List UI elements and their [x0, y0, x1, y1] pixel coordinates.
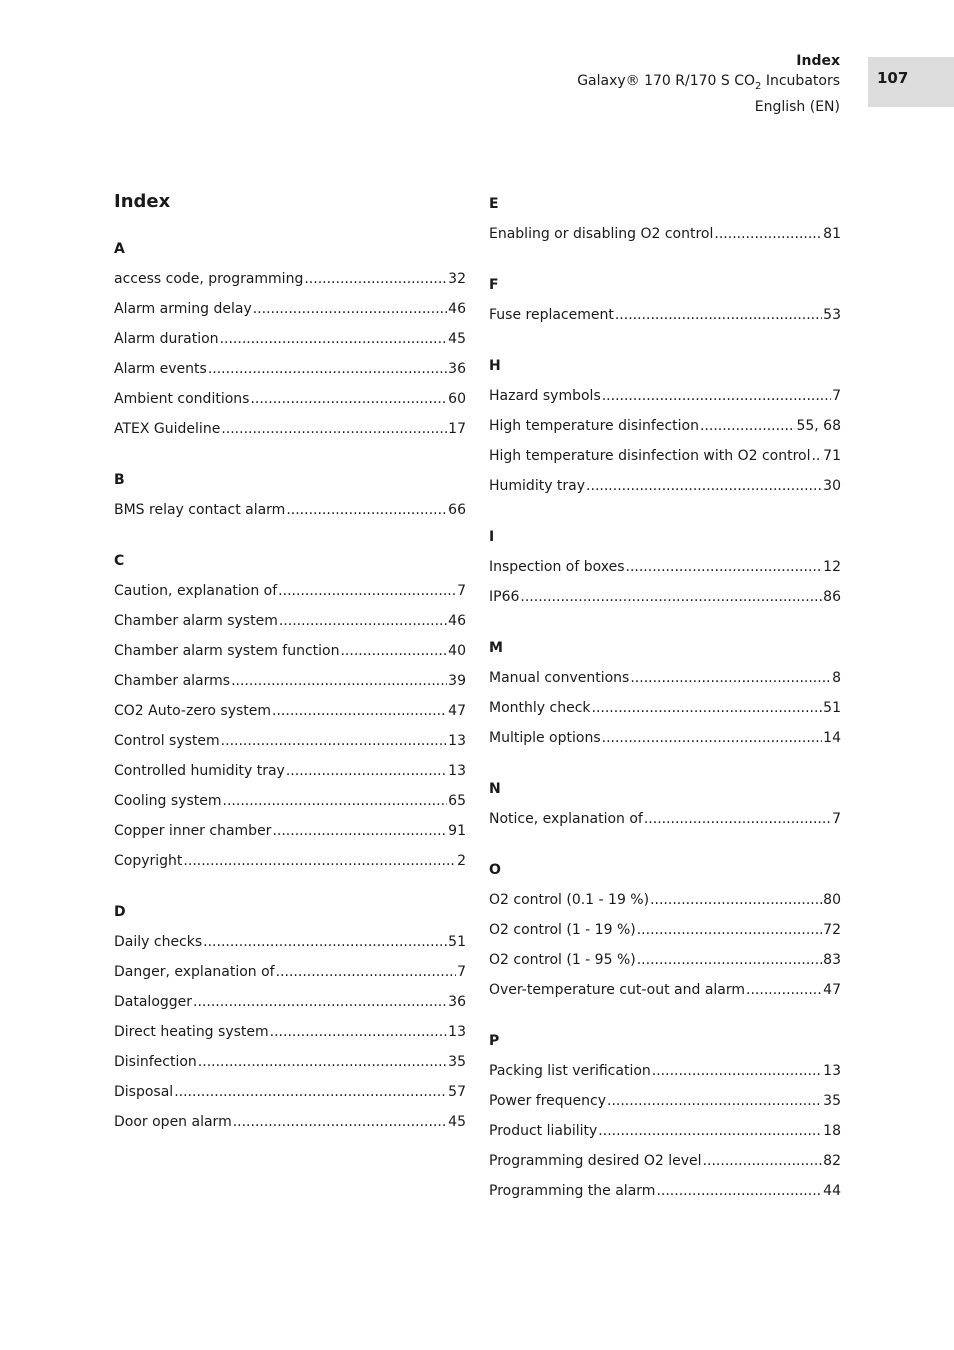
dot-leader [208, 354, 447, 384]
index-entry-term: Alarm duration [114, 331, 219, 347]
spacer [114, 525, 466, 546]
dot-leader [231, 666, 447, 696]
spacer [489, 1005, 841, 1026]
index-entry-term: Inspection of boxes [489, 559, 625, 575]
index-entry [489, 300, 841, 330]
index-entry-page: 18 [823, 1123, 841, 1139]
index-entry [489, 411, 841, 441]
spacer [489, 834, 841, 855]
index-entry-page: 46 [448, 613, 466, 629]
index-entry [114, 264, 466, 294]
dot-leader [272, 816, 447, 846]
index-entry-page: 51 [448, 934, 466, 950]
index-entry-page: 13 [448, 1024, 466, 1040]
header-product-title [577, 71, 840, 97]
dot-leader [637, 945, 822, 975]
index-entry [114, 666, 466, 696]
index-entry-term: Power frequency [489, 1093, 606, 1109]
index-entry-page: 81 [823, 226, 841, 242]
dot-leader [221, 414, 447, 444]
index-entry-page: 55, 68 [796, 418, 841, 434]
index-entry-page: 7 [457, 964, 466, 980]
dot-leader [272, 696, 447, 726]
index-entry-page: 83 [823, 952, 841, 968]
index-letter-heading: A [114, 241, 125, 257]
dot-leader [270, 1017, 448, 1047]
index-entry-page: 72 [823, 922, 841, 938]
index-group-o [489, 855, 841, 1005]
spacer [114, 444, 466, 465]
index-entry [114, 696, 466, 726]
index-entry-page: 8 [832, 670, 841, 686]
dot-leader [644, 804, 831, 834]
index-entry [489, 1086, 841, 1116]
index-entry-term: Multiple options [489, 730, 601, 746]
index-entry-page: 39 [448, 673, 466, 689]
index-entry-term: Copper inner chamber [114, 823, 272, 839]
index-entry-term: Copyright [114, 853, 183, 869]
index-entry [489, 441, 841, 471]
index-entry-term: Programming the alarm [489, 1183, 656, 1199]
index-entry [489, 945, 841, 975]
index-entry-term: Packing list verification [489, 1063, 651, 1079]
index-letter-heading: E [489, 196, 499, 212]
dot-leader [193, 987, 447, 1017]
index-entry-term: Chamber alarm system [114, 613, 278, 629]
index-entry [114, 786, 466, 816]
page-number-tab [868, 57, 954, 107]
index-entry-term: O2 control (1 - 19 %) [489, 922, 636, 938]
index-group-e [489, 189, 841, 249]
index-entry-page: 65 [448, 793, 466, 809]
index-entry [489, 693, 841, 723]
index-entry [489, 582, 841, 612]
index-letter-heading: O [489, 862, 501, 878]
index-entry-page: 44 [823, 1183, 841, 1199]
index-entry-term: Product liability [489, 1123, 598, 1139]
index-entry [114, 495, 466, 525]
index-letter-heading: B [114, 472, 125, 488]
index-entry-page: 35 [823, 1093, 841, 1109]
index-entry-page: 66 [448, 502, 466, 518]
index-entry-term: ATEX Guideline [114, 421, 221, 437]
dot-leader [592, 693, 823, 723]
index-entry-page: 40 [448, 643, 466, 659]
index-entry-term: Disposal [114, 1084, 174, 1100]
index-group-b [114, 465, 466, 525]
index-letter-heading: I [489, 529, 495, 545]
index-entry [489, 471, 841, 501]
index-entry-term: O2 control (0.1 - 19 %) [489, 892, 650, 908]
index-group-p [489, 1026, 841, 1206]
index-column-right [489, 189, 841, 1206]
index-group-n [489, 774, 841, 834]
index-entry-term: Ambient conditions [114, 391, 250, 407]
index-letter-heading: H [489, 358, 501, 374]
index-entry [114, 414, 466, 444]
index-entry-page: 80 [823, 892, 841, 908]
index-entry [114, 1077, 466, 1107]
index-entry-term: Humidity tray [489, 478, 586, 494]
dot-leader [223, 786, 448, 816]
index-group-f [489, 270, 841, 330]
dot-leader [253, 294, 447, 324]
index-entry-term: High temperature disinfection [489, 418, 699, 434]
index-entry [489, 552, 841, 582]
spacer [489, 330, 841, 351]
dot-leader [183, 846, 456, 876]
dot-leader [174, 1077, 447, 1107]
index-column-left [114, 189, 466, 1137]
index-entry [114, 324, 466, 354]
index-entry-term: Cooling system [114, 793, 222, 809]
dot-leader [250, 384, 447, 414]
index-entry-term: Direct heating system [114, 1024, 269, 1040]
dot-leader [615, 300, 822, 330]
index-entry-page: 36 [448, 994, 466, 1010]
dot-leader [198, 1047, 447, 1077]
index-entry-term: High temperature disinfection with O2 control [489, 448, 811, 464]
index-entry-term: Alarm arming delay [114, 301, 252, 317]
dot-leader [607, 1086, 822, 1116]
spacer [114, 876, 466, 897]
index-group-a [114, 234, 466, 444]
dot-leader [220, 324, 448, 354]
index-entry-page: 36 [448, 361, 466, 377]
index-entry-page: 32 [448, 271, 466, 287]
dot-leader [586, 471, 822, 501]
dot-leader [746, 975, 822, 1005]
index-entry-term: Chamber alarms [114, 673, 231, 689]
page-number: 107 [877, 69, 909, 87]
index-entry [489, 975, 841, 1005]
dot-leader [811, 441, 822, 471]
index-entry-term: Programming desired O2 level [489, 1153, 702, 1169]
index-entry-page: 82 [823, 1153, 841, 1169]
index-letter-heading: D [114, 904, 126, 920]
dot-leader [203, 927, 447, 957]
index-entry [489, 1176, 841, 1206]
dot-leader [286, 756, 447, 786]
spacer [489, 249, 841, 270]
index-entry-page: 35 [448, 1054, 466, 1070]
index-entry-page: 7 [832, 388, 841, 404]
index-entry-term: access code, programming [114, 271, 304, 287]
index-entry-term: Door open alarm [114, 1114, 232, 1130]
index-entry-page: 46 [448, 301, 466, 317]
dot-leader [630, 663, 831, 693]
running-header [577, 51, 840, 117]
index-entry-term: Disinfection [114, 1054, 197, 1070]
index-group-d [114, 897, 466, 1137]
index-entry-term: Hazard symbols [489, 388, 601, 404]
index-entry [489, 1056, 841, 1086]
header-section-title: Index [796, 53, 840, 69]
dot-leader [276, 957, 456, 987]
index-entry [114, 1107, 466, 1137]
index-entry [489, 1146, 841, 1176]
index-entry-term: Monthly check [489, 700, 591, 716]
index-entry-page: 86 [823, 589, 841, 605]
spacer [489, 753, 841, 774]
index-entry-page: 13 [448, 763, 466, 779]
header-language: English (EN) [754, 98, 840, 115]
index-entry-term: Enabling or disabling O2 control [489, 226, 714, 242]
index-entry-page: 57 [448, 1084, 466, 1100]
index-entry-page: 2 [457, 853, 466, 869]
dot-leader [700, 411, 796, 441]
index-entry-term: Alarm events [114, 361, 207, 377]
spacer [114, 219, 466, 234]
index-entry-term: Fuse replacement [489, 307, 614, 323]
dot-leader [626, 552, 823, 582]
index-entry [489, 219, 841, 249]
index-entry [114, 846, 466, 876]
index-entry-page: 91 [448, 823, 466, 839]
index-entry-term: Caution, explanation of [114, 583, 278, 599]
index-entry-term: Daily checks [114, 934, 203, 950]
dot-leader [714, 219, 822, 249]
index-entry-page: 47 [823, 982, 841, 998]
index-entry-term: BMS relay contact alarm [114, 502, 286, 518]
index-entry [114, 987, 466, 1017]
dot-leader [652, 1056, 822, 1086]
index-groups-left [114, 234, 466, 1137]
index-entry-page: 12 [823, 559, 841, 575]
index-entry-term: Over-temperature cut-out and alarm [489, 982, 746, 998]
index-letter-heading: M [489, 640, 503, 656]
index-entry-page: 14 [823, 730, 841, 746]
index-entry [489, 723, 841, 753]
page-title: Index [114, 191, 171, 212]
index-entry [114, 927, 466, 957]
index-entry-page: 7 [832, 811, 841, 827]
index-entry-term: Datalogger [114, 994, 193, 1010]
index-entry-page: 7 [457, 583, 466, 599]
index-letter-heading: F [489, 277, 499, 293]
index-entry-page: 51 [823, 700, 841, 716]
index-entry-page: 17 [448, 421, 466, 437]
dot-leader [602, 723, 823, 753]
index-entry-page: 47 [448, 703, 466, 719]
dot-leader [656, 1176, 822, 1206]
index-entry-term: O2 control (1 - 95 %) [489, 952, 636, 968]
index-entry [114, 576, 466, 606]
dot-leader [233, 1107, 447, 1137]
index-group-m [489, 633, 841, 753]
dot-leader [279, 606, 447, 636]
index-entry [114, 957, 466, 987]
index-entry-page: 45 [448, 331, 466, 347]
index-entry [114, 1017, 466, 1047]
dot-leader [703, 1146, 823, 1176]
spacer [489, 612, 841, 633]
index-entry-page: 13 [448, 733, 466, 749]
dot-leader [602, 381, 831, 411]
index-entry [114, 354, 466, 384]
dot-leader [286, 495, 447, 525]
index-letter-heading: C [114, 553, 125, 569]
index-letter-heading: N [489, 781, 501, 797]
index-entry-term: Controlled humidity tray [114, 763, 285, 779]
index-entry-term: Manual conventions [489, 670, 630, 686]
index-groups-right [489, 189, 841, 1206]
index-entry [114, 606, 466, 636]
dot-leader [340, 636, 447, 666]
index-entry-page: 60 [448, 391, 466, 407]
index-entry-term: CO2 Auto-zero system [114, 703, 272, 719]
dot-leader [598, 1116, 822, 1146]
index-entry [489, 1116, 841, 1146]
index-entry [114, 756, 466, 786]
header-product-subscript: 2 [755, 80, 762, 92]
header-product-prefix: Galaxy® 170 R/170 S CO [577, 73, 756, 89]
index-entry-term: IP66 [489, 589, 520, 605]
index-entry-term: Notice, explanation of [489, 811, 643, 827]
index-group-i [489, 522, 841, 612]
index-entry-term: Danger, explanation of [114, 964, 275, 980]
index-entry [114, 384, 466, 414]
index-entry-term: Chamber alarm system function [114, 643, 340, 659]
index-entry [114, 294, 466, 324]
dot-leader [520, 582, 822, 612]
index-entry [114, 1047, 466, 1077]
dot-leader [650, 885, 822, 915]
index-entry-page: 45 [448, 1114, 466, 1130]
header-product-suffix: Incubators [761, 73, 840, 89]
index-entry-page: 53 [823, 307, 841, 323]
index-entry [489, 915, 841, 945]
index-entry [489, 381, 841, 411]
dot-leader [304, 264, 447, 294]
index-entry-page: 13 [823, 1063, 841, 1079]
dot-leader [278, 576, 456, 606]
index-entry-page: 71 [823, 448, 841, 464]
dot-leader [637, 915, 822, 945]
index-group-c [114, 546, 466, 876]
index-entry-term: Control system [114, 733, 220, 749]
index-entry [114, 636, 466, 666]
index-group-h [489, 351, 841, 501]
index-entry [489, 804, 841, 834]
spacer [489, 501, 841, 522]
index-entry [114, 726, 466, 756]
index-entry [489, 885, 841, 915]
index-entry [114, 816, 466, 846]
index-entry-page: 30 [823, 478, 841, 494]
index-letter-heading: P [489, 1033, 500, 1049]
dot-leader [221, 726, 448, 756]
index-entry [489, 663, 841, 693]
